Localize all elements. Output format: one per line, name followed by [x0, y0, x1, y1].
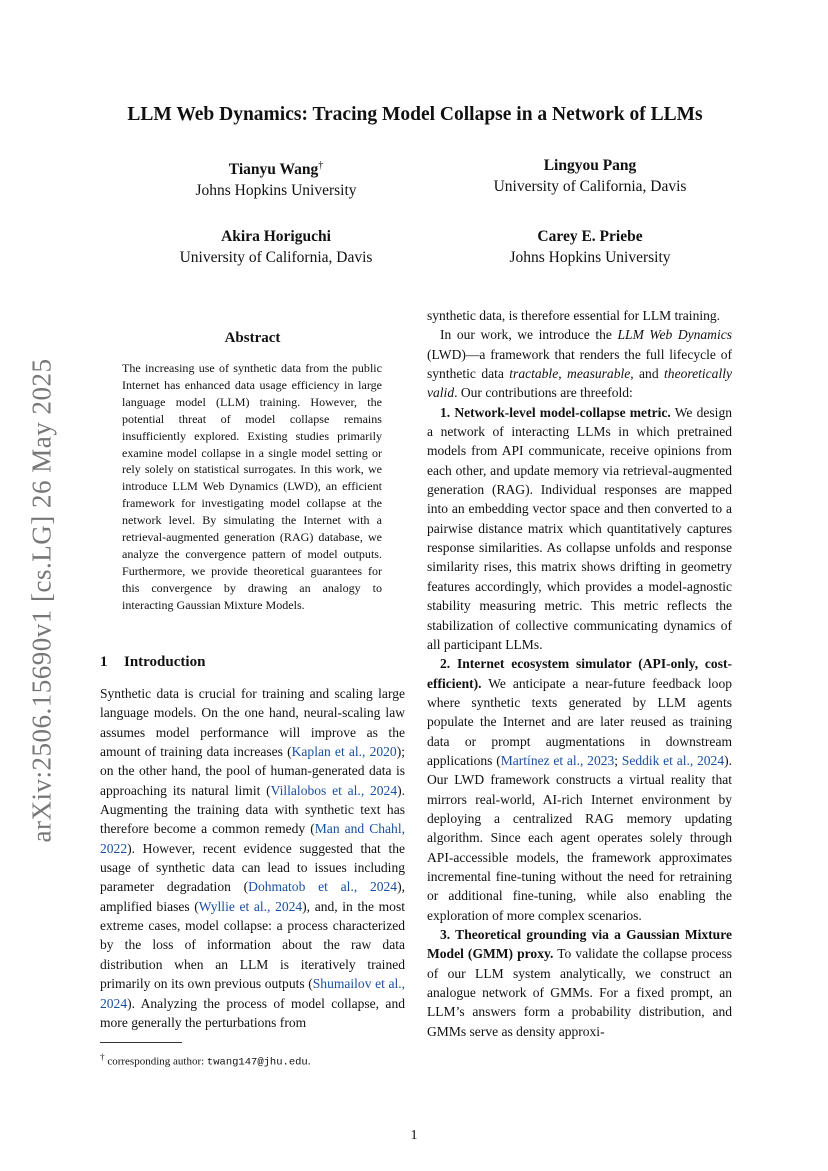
citation-link[interactable]: Seddik et al., 2024 [621, 752, 725, 768]
author-affiliation: University of California, Davis [179, 249, 373, 266]
arxiv-id: arXiv:2506.15690v1 [cs.LG] 26 May 2025 [26, 358, 57, 842]
author-3 [126, 226, 426, 268]
author-name: Tianyu Wang† [228, 160, 324, 179]
author-name: Lingyou Pang [543, 157, 637, 174]
citation-link[interactable]: Kaplan et al., 2020 [291, 744, 397, 760]
intro-continued: synthetic data, is therefore essential for LLM training. [427, 308, 721, 323]
author-name: Akira Horiguchi [221, 228, 331, 245]
author-1 [126, 155, 426, 201]
author-affiliation: University of California, Davis [493, 178, 687, 195]
footnote-rule [100, 1042, 182, 1043]
abstract-text: The increasing use of synthetic data from the public Internet has enhanced data usage efficiency in large language model (LLM) training. However, the potential threat of model collapse remains insufficiently explored. Existing studies primarily examine model collapse in a single model setting or rely solely on statistical surrogates. In this work, we introduce LLM Web Dynamics (LWD), an efficient framework for investigating model collapse at the network level. By simulating the Internet with a retrieval-augmented generation (RAG) database, we analyze the convergence pattern of model outputs. Furthermore, we provide theoretical guarantees for this convergence by drawing an analogy to interacting Gaussian Mixture Models. [122, 361, 382, 612]
author-4 [440, 226, 740, 268]
intro-paragraph-2: In our work, we introduce the LLM Web Dynamics (LWD)—a framework that renders the full lifecycle of synthetic data tractable, measurable, and theoretically valid. Our contributions are threefold: [427, 327, 732, 401]
author-name: Carey E. Priebe [537, 228, 643, 245]
citation-link[interactable]: Villalobos et al., 2024 [270, 782, 398, 798]
section-number: 1 [100, 654, 108, 670]
arxiv-watermark [18, 340, 66, 860]
citation-link[interactable]: Shumailov et al., 2024 [100, 976, 406, 1011]
author-affiliation: Johns Hopkins University [195, 182, 357, 200]
contribution-1: 1. Network-level model-collapse metric. We design a network of interacting LLMs in which pretrained models from API communicate, receive opinions from each other, and update memory via retrieval-augmented generation (RAG). Individual responses are mapped into an embedding vector space and then converted to a pairwise distance matrix which quantitatively captures response similarities. As collapse unfolds and response similarity rises, this matrix shows drifting in geometry features accordingly, which provides a model-agnostic stability measuring metric. This metric reflects the stabilization of collective communicating dynamics of all participant LLMs. [427, 404, 732, 652]
right-column [427, 306, 732, 1041]
section-title: Introduction [124, 654, 206, 670]
abstract-heading: Abstract [224, 330, 281, 346]
citation-link[interactable]: Dohmatob et al., 2024 [248, 879, 398, 895]
contribution-3: 3. Theoretical grounding via a Gaussian Mixture Model (GMM) proxy. To validate the collapse process of our LLM system analytically, we construct an analogue network of GMMs. For a fixed prompt, an LLM’s answers form a probability distribution, and GMMs serve as density approxi- [427, 927, 732, 1039]
intro-paragraph-1: Synthetic data is crucial for training and scaling large language models. On the one hand, neural-scaling law assumes model performance will improve as the amount of training data increases (Kaplan et al., 2020); on the other hand, the pool of human-generated data is approaching its natural limit (Villalobos et al., 2024). Augmenting the training data with synthetic text has therefore become a common remedy (Man and Chahl, 2022). However, recent evidence suggested that the usage of synthetic data can lead to issues including parameter degradation (Dohmatob et al., 2024), amplified biases (Wyllie et al., 2024), and, in the most extreme cases, model collapse: a process characterized by the loss of information about the raw data distribution when an LLM is iteratively trained primarily on its own previous outputs (Shumailov et al., 2024). Analyzing the process of model collapse, and more generally the perturbations from [100, 686, 406, 1030]
paper-title: LLM Web Dynamics: Tracing Model Collapse in a Network of LLMs [127, 104, 703, 125]
section-heading-introduction [100, 654, 205, 671]
citation-link[interactable]: Wyllie et al., 2024 [198, 898, 303, 914]
author-2 [440, 155, 740, 197]
citation-link[interactable]: Man and Chahl, 2022 [100, 821, 405, 856]
author-affiliation: Johns Hopkins University [509, 249, 671, 266]
left-column [100, 684, 405, 1032]
footnote-email[interactable]: twang147@jhu.edu [206, 1056, 308, 1069]
citation-link[interactable]: Martínez et al., 2023 [500, 752, 615, 768]
contribution-2: 2. Internet ecosystem simulator (API-only, cost-efficient). We anticipate a near-future feedback loop where synthetic texts generated by LLM agents populate the Internet and are later reused as training data or prompt augmentations in downstream applications (Martínez et al., 2023; Seddik et al., 2024). Our LWD framework constructs a virtual reality that mirrors real-world, AI-rich Internet environment by deploying a centralized RAG memory updating algorithm. Since each agent operates solely through API-accessible models, the framework approximates incremental fine-tuning without the need for retraining or additional fine-tuning, while also enabling the exploration of more complex scenarios. [427, 656, 732, 923]
footnote: † corresponding author: twang147@jhu.edu. [100, 1052, 311, 1069]
page-number: 1 [410, 1128, 418, 1143]
